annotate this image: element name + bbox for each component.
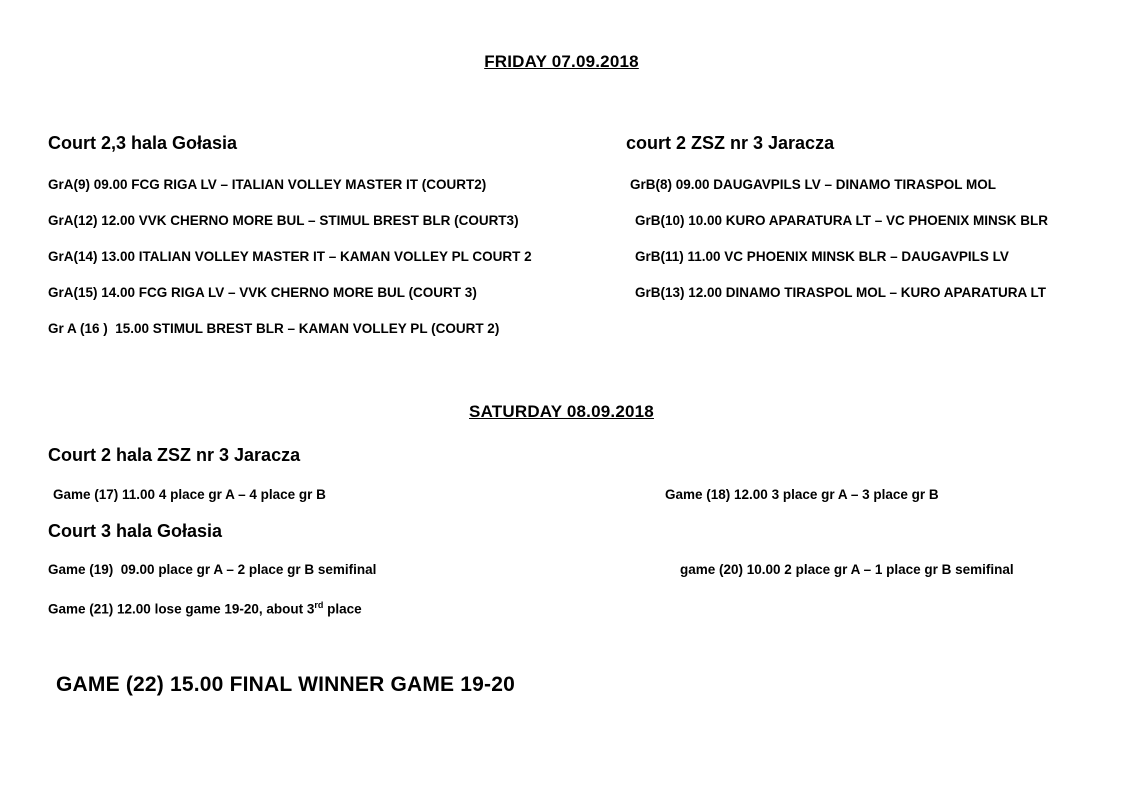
friday-match-row [48, 178, 1075, 214]
match-text-right: GrB(8) 09.00 DAUGAVPILS LV – DINAMO TIRASPOL MOL [630, 176, 997, 192]
game21-prefix: Game (21) 12.00 lose game 19-20, about 3 [48, 601, 315, 617]
final-game-line: GAME (22) 15.00 FINAL WINNER GAME 19-20 [56, 672, 516, 696]
saturday-title: SATURDAY 08.09.2018 [469, 401, 654, 421]
game20-text: game (20) 10.00 2 place gr A – 1 place gr B semifinal [680, 562, 1014, 578]
match-text-left: GrA(9) 09.00 FCG RIGA LV – ITALIAN VOLLEY MASTER IT (COURT2) [48, 176, 487, 192]
saturday-games-19-20-row [48, 563, 1075, 577]
match-text-left: GrA(15) 14.00 FCG RIGA LV – VVK CHERNO MORE BUL (COURT 3) [48, 284, 477, 300]
saturday-title-row [48, 402, 1075, 422]
friday-match-row [48, 214, 1075, 250]
friday-match-row [48, 286, 1075, 322]
match-text-left: GrA(12) 12.00 VVK CHERNO MORE BUL – STIMUL BREST BLR (COURT3) [48, 212, 519, 228]
friday-match-row [48, 322, 1075, 358]
friday-match-list [48, 178, 1075, 358]
match-text-right: GrB(13) 12.00 DINAMO TIRASPOL MOL – KURO APARATURA LT [635, 284, 1047, 300]
game21-ordinal-suffix: rd [314, 600, 324, 611]
game21-suffix: place [323, 601, 362, 617]
game21-text [48, 598, 1075, 617]
game17-text: Game (17) 11.00 4 place gr A – 4 place gr B [53, 486, 326, 502]
friday-match-row [48, 250, 1075, 286]
game18-text: Game (18) 12.00 3 place gr A – 3 place gr B [665, 486, 939, 502]
match-text-right: GrB(11) 11.00 VC PHOENIX MINSK BLR – DAUGAVPILS LV [635, 248, 1009, 264]
friday-title-row [48, 52, 1075, 72]
friday-court-headers [48, 134, 1075, 154]
saturday-court2-heading: Court 2 hala ZSZ nr 3 Jaracza [48, 444, 301, 465]
game19-text: Game (19) 09.00 place gr A – 2 place gr B semifinal [48, 562, 377, 578]
match-text-left: Gr A (16 ) 15.00 STIMUL BREST BLR – KAMAN VOLLEY PL (COURT 2) [48, 320, 500, 336]
saturday-court3-heading: Court 3 hala Gołasia [48, 520, 223, 541]
friday-title: FRIDAY 07.09.2018 [484, 52, 639, 71]
friday-right-court-heading: court 2 ZSZ nr 3 Jaracza [626, 133, 835, 153]
friday-left-court-heading: Court 2,3 hala Gołasia [48, 133, 238, 153]
saturday-games-17-18-row [48, 488, 1075, 502]
match-text-left: GrA(14) 13.00 ITALIAN VOLLEY MASTER IT – KAMAN VOLLEY PL COURT 2 [48, 248, 532, 264]
match-text-right: GrB(10) 10.00 KURO APARATURA LT – VC PHOENIX MINSK BLR [635, 212, 1049, 228]
